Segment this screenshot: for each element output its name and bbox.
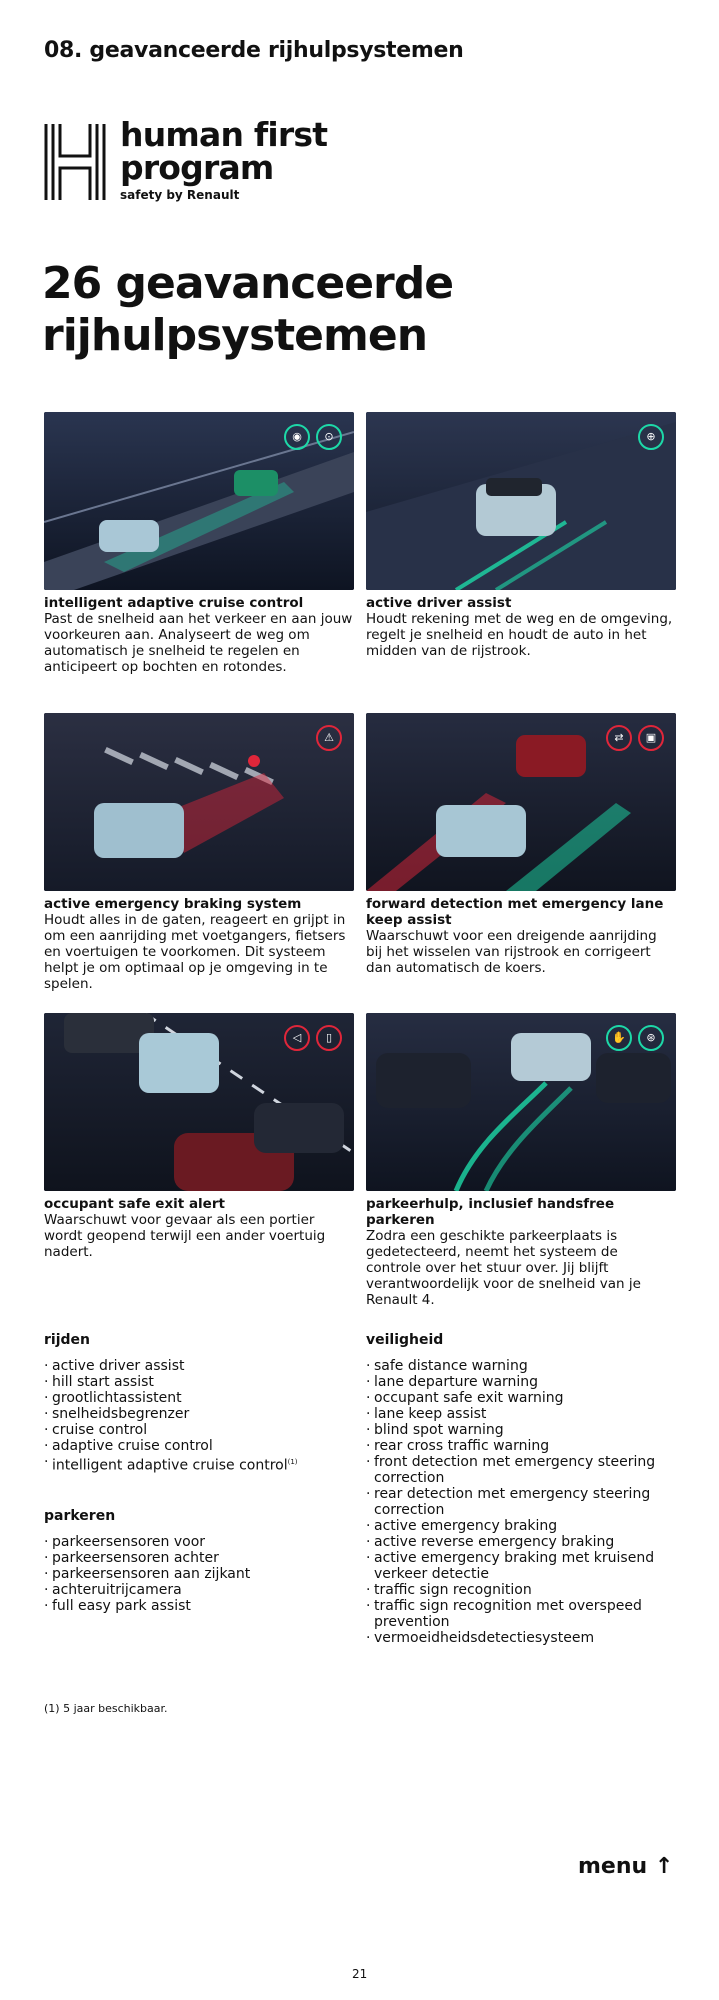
feature-title: active driver assist <box>366 595 512 611</box>
steering-icon: ⊛ <box>638 1025 664 1051</box>
rijden-list <box>44 1358 354 1474</box>
list-item-text: intelligent adaptive cruise control <box>52 1457 288 1474</box>
feature-text: Past de snelheid aan het verkeer en aan jouw voorkeuren aan. Analyseert de weg om automatisch je snelheid te regelen en anticipeert op bochten en rotondes. <box>44 611 353 675</box>
logo-tagline: safety by Renault <box>120 188 240 202</box>
door-alert-icon: ▯ <box>316 1025 342 1051</box>
feature-text: Houdt rekening met de weg en de omgeving, regelt je snelheid en houdt de auto in het midden van de rijstrook. <box>366 611 673 659</box>
page-headline <box>42 258 642 362</box>
lane-keep-icon: ▣ <box>638 725 664 751</box>
list-item: · snelheidsbegrenzer <box>44 1406 354 1422</box>
feature-card <box>366 412 676 659</box>
feature-title: intelligent adaptive cruise control <box>44 595 304 611</box>
feature-card <box>44 713 354 992</box>
menu-button[interactable] <box>578 1854 673 1879</box>
logo-title <box>120 115 328 187</box>
feature-title: forward detection met emergency lane keep assist <box>366 896 664 928</box>
feature-text: Zodra een geschikte parkeerplaats is gedetecteerd, neemt het systeem de controle over het stuur over. Jij blijft verantwoordelijk voor de snelheid van je Renault 4. <box>366 1228 641 1308</box>
veiligheid-title: veiligheid <box>366 1332 444 1348</box>
list-item: · active reverse emergency braking <box>366 1534 686 1550</box>
feature-image <box>366 412 676 590</box>
list-item: · parkeersensoren aan zijkant <box>44 1566 354 1582</box>
list-item: · active emergency braking <box>366 1518 686 1534</box>
headline-line-1: 26 geavanceerde <box>42 258 454 309</box>
list-item: · traffic sign recognition <box>366 1582 686 1598</box>
list-item: · adaptive cruise control <box>44 1438 354 1454</box>
parkeren-list <box>44 1534 354 1614</box>
rijden-title: rijden <box>44 1332 90 1348</box>
logo-line-1: human first <box>120 115 328 154</box>
parkeren-title: parkeren <box>44 1507 116 1524</box>
feature-text: Waarschuwt voor een dreigende aanrijding bij het wisselen van rijstrook en corrigeert dan automatisch de koers. <box>366 928 657 976</box>
feature-image <box>366 713 676 891</box>
speaker-alert-icon: ◁ <box>284 1025 310 1051</box>
feature-text: Houdt alles in de gaten, reageert en grijpt in om een aanrijding met voetgangers, fietsers en voertuigen te voorkomen. Dit systeem helpt je om optimaal op je omgeving in te spelen. <box>44 912 346 992</box>
feature-title: active emergency braking system <box>44 896 302 912</box>
driver-assist-icon: ⊕ <box>638 424 664 450</box>
feature-title: occupant safe exit alert <box>44 1196 225 1212</box>
list-item: · hill start assist <box>44 1374 354 1390</box>
feature-text: Waarschuwt voor gevaar als een portier wordt geopend terwijl een ander voertuig nadert. <box>44 1212 326 1260</box>
speed-sign-icon: ⊙ <box>316 424 342 450</box>
feature-image <box>44 713 354 891</box>
headline-line-2: rijhulpsystemen <box>42 310 428 361</box>
list-item: · active driver assist <box>44 1358 354 1374</box>
feature-title: parkeerhulp, inclusief handsfree parkeren <box>366 1196 615 1228</box>
list-item: · occupant safe exit warning <box>366 1390 686 1406</box>
list-item: · cruise control <box>44 1422 354 1438</box>
car-detection-icon: ◉ <box>284 424 310 450</box>
logo-line-2: program <box>120 148 274 187</box>
footnote: (1) 5 jaar beschikbaar. <box>44 1702 168 1715</box>
list-item: · active emergency braking met kruisend verkeer detectie <box>366 1550 686 1582</box>
feature-image <box>44 412 354 590</box>
list-item: · safe distance warning <box>366 1358 686 1374</box>
list-item: · rear detection met emergency steering correction <box>366 1486 686 1518</box>
veiligheid-list <box>366 1358 686 1646</box>
feature-card <box>366 713 676 976</box>
list-item: · lane keep assist <box>366 1406 686 1422</box>
footnote-marker: (1) <box>287 1458 298 1466</box>
feature-card <box>366 1013 676 1308</box>
list-item: · blind spot warning <box>366 1422 686 1438</box>
list-item: · full easy park assist <box>44 1598 354 1614</box>
rijden-section <box>44 1332 354 1614</box>
emergency-braking-icon: ⚠ <box>316 725 342 751</box>
list-item: · traffic sign recognition met overspeed prevention <box>366 1598 686 1630</box>
list-item: · front detection met emergency steering correction <box>366 1454 686 1486</box>
section-header: 08. geavanceerde rijhulpsystemen <box>44 38 464 63</box>
feature-image <box>44 1013 354 1191</box>
list-item: · grootlichtassistent <box>44 1390 354 1406</box>
list-item: · parkeersensoren voor <box>44 1534 354 1550</box>
feature-card <box>44 412 354 675</box>
arrow-up-icon: ↑ <box>654 1854 674 1879</box>
list-item: · parkeersensoren achter <box>44 1550 354 1566</box>
list-item: · lane departure warning <box>366 1374 686 1390</box>
list-item: · rear cross traffic warning <box>366 1438 686 1454</box>
feature-image <box>366 1013 676 1191</box>
page-number: 21 <box>352 1967 368 1981</box>
menu-label: menu <box>578 1854 648 1879</box>
h-logo-icon <box>42 122 110 202</box>
forward-detection-icon: ⇄ <box>606 725 632 751</box>
list-item <box>44 1454 354 1474</box>
human-first-logo <box>42 115 342 214</box>
list-item: · vermoeidheidsdetectiesysteem <box>366 1630 686 1646</box>
list-item: · achteruitrijcamera <box>44 1582 354 1598</box>
veiligheid-section <box>366 1332 686 1646</box>
handsfree-parking-icon: ✋ <box>606 1025 632 1051</box>
feature-card <box>44 1013 354 1260</box>
